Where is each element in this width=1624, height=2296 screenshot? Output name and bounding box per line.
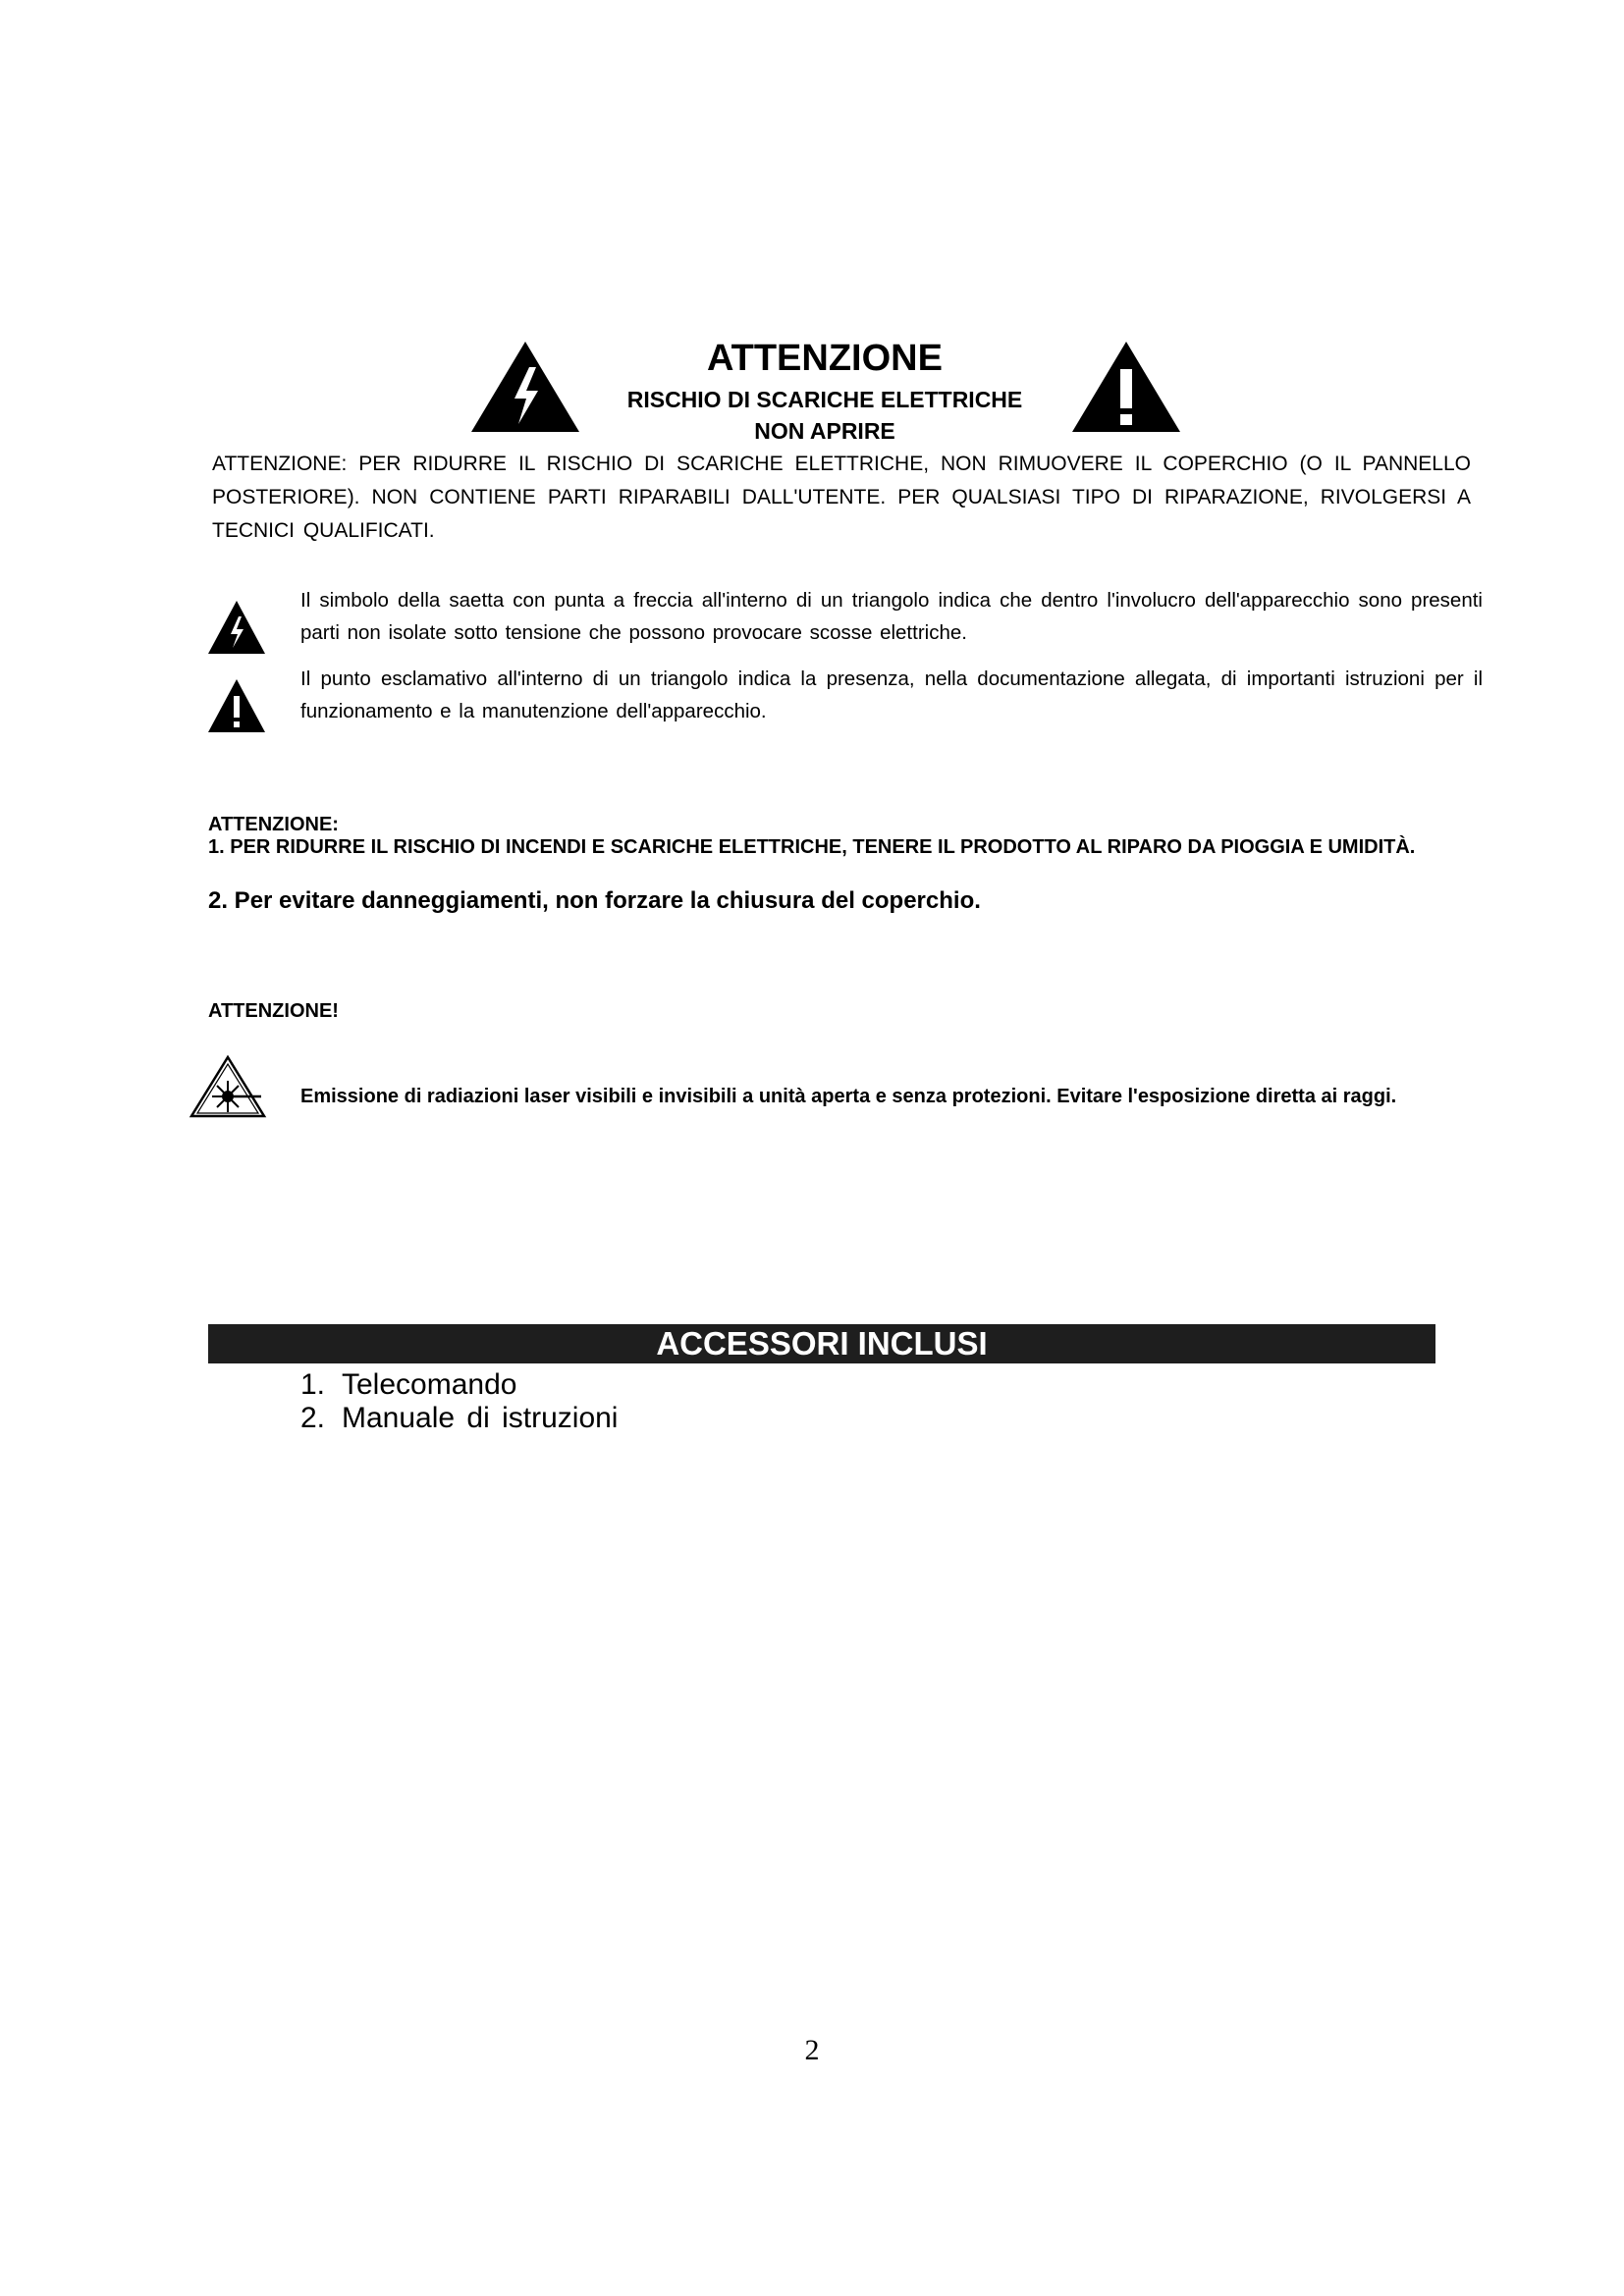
exclamation-symbol-description: Il punto esclamativo all'interno di un triangolo indica la presenza, nella documentazione allegata, di importanti istruzioni per il funzionamento e la manutenzione dell'apparecchio. (300, 667, 1483, 722)
page-number: 2 (804, 2034, 820, 2066)
laser-attention-heading: ATTENZIONE! (208, 1000, 339, 1022)
lightning-symbol-icon (206, 599, 267, 656)
attention-item-1: 1. PER RIDURRE IL RISCHIO DI INCENDI E SCARICHE ELETTRICHE, TENERE IL PRODOTTO AL RIPARO DA PIOGGIA E UMIDITÀ. (208, 836, 1416, 858)
list-item-label: Manuale di istruzioni (342, 1402, 619, 1434)
list-item-number: 2. (300, 1402, 326, 1434)
list-item (300, 1402, 618, 1435)
list-item (300, 1368, 618, 1402)
lightning-warning-icon (467, 338, 583, 436)
accessories-list (300, 1368, 618, 1435)
page-subtitle-2: NON APRIRE (754, 418, 895, 444)
page-title: ATTENZIONE (707, 338, 943, 379)
lightning-symbol-description: Il simbolo della saetta con punta a freccia all'interno di un triangolo indica che dentro l'involucro dell'apparecchio sono presenti parti non isolate sotto tensione che possono provocare scosse elettriche. (300, 589, 1483, 644)
exclamation-warning-icon (1068, 338, 1184, 436)
list-item-label: Telecomando (342, 1368, 517, 1401)
accessories-banner: ACCESSORI INCLUSI (208, 1324, 1435, 1363)
attention-heading: ATTENZIONE: (208, 814, 339, 835)
list-item-number: 1. (300, 1368, 326, 1401)
laser-warning-text: Emissione di radiazioni laser visibili e invisibili a unità aperta e senza protezioni. Evitare l'esposizione diretta ai raggi. (300, 1086, 1397, 1107)
exclamation-symbol-icon (206, 677, 267, 734)
attention-item-2: 2. Per evitare danneggiamenti, non forzare la chiusura del coperchio. (208, 887, 981, 914)
warning-paragraph: ATTENZIONE: PER RIDURRE IL RISCHIO DI SCARICHE ELETTRICHE, NON RIMUOVERE IL COPERCHIO (O IL PANNELLO POSTERIORE). NON CONTIENE PARTI RIPARABILI DALL'UTENTE. PER QUALSIASI TIPO DI RIPARAZIONE, RIVOLGERSI A TECNICI QUALIFICATI. (212, 453, 1471, 542)
page-subtitle: RISCHIO DI SCARICHE ELETTRICHE (626, 387, 1023, 412)
